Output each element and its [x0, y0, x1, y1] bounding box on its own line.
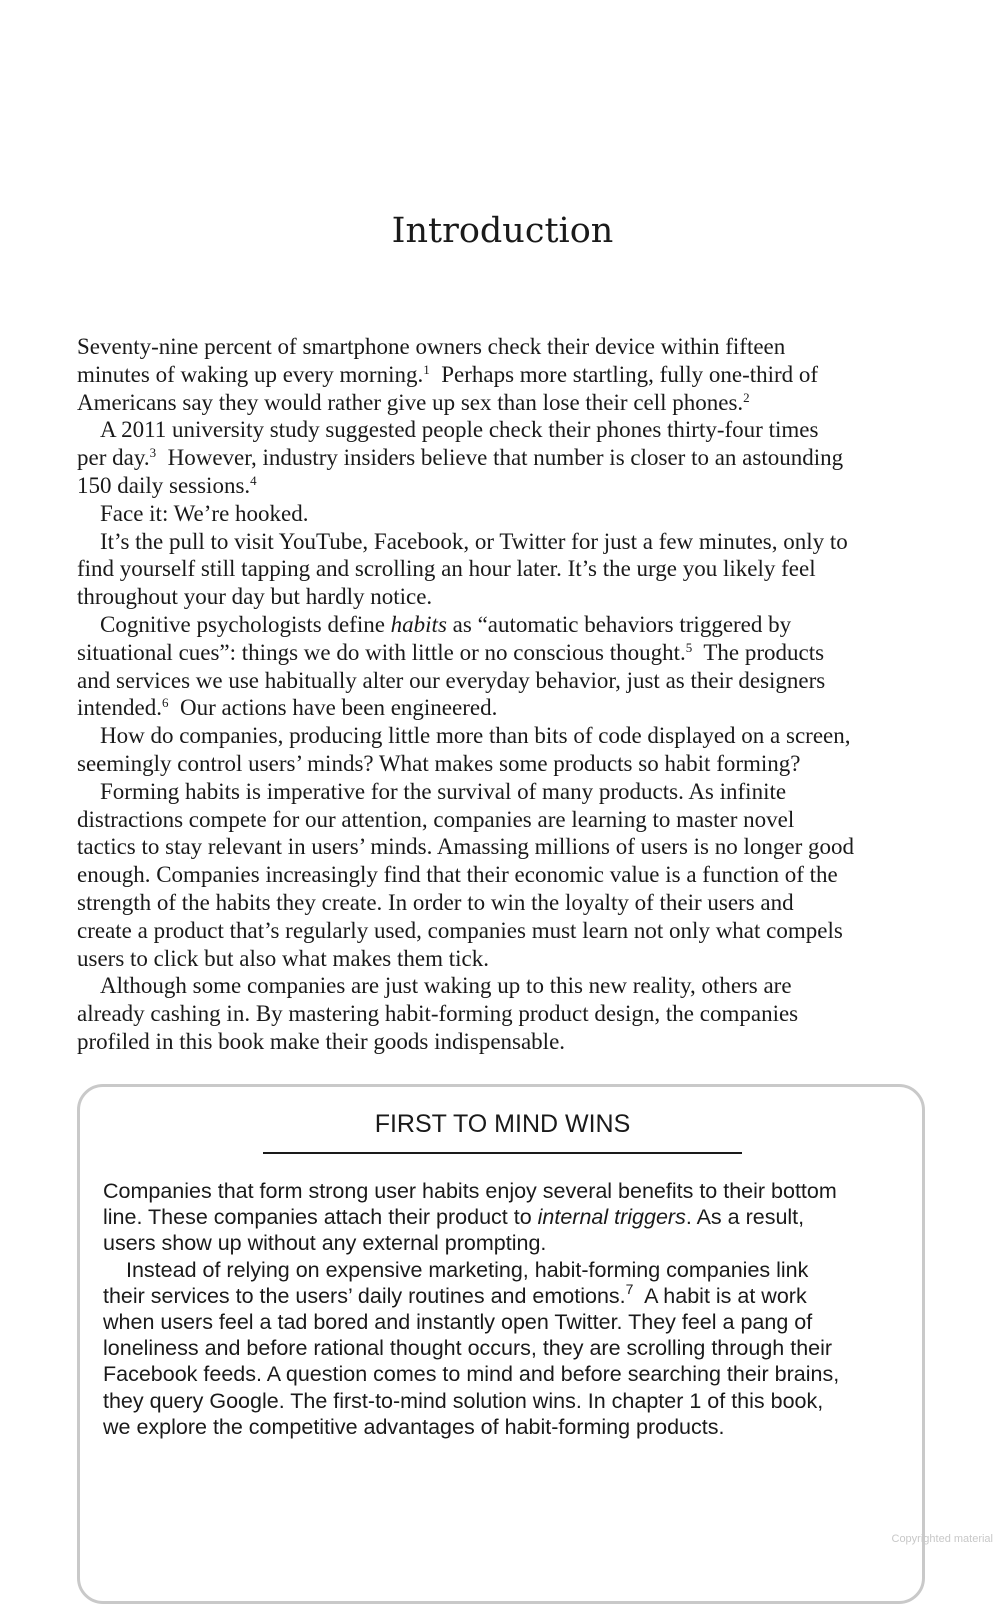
text-line: [77, 833, 927, 861]
text-line: [77, 1028, 927, 1056]
text-run: find yourself still tapping and scrolling an hour later. It’s the urge you likely feel: [77, 556, 816, 582]
text-line: [103, 1335, 913, 1361]
text-run: How do companies, producing little more than bits of code displayed on a screen,: [100, 723, 851, 749]
text-run: users show up without any external prompting.: [103, 1231, 547, 1256]
text-line: [103, 1309, 913, 1335]
text-run: situational cues”: things we do with little or no conscious thought.: [77, 639, 686, 665]
text-run: line. These companies attach their product to: [103, 1205, 538, 1230]
text-run: minutes of waking up every morning.: [77, 361, 424, 387]
text-run: Companies that form strong user habits enjoy several benefits to their bottom: [103, 1179, 837, 1203]
text-line: [77, 528, 927, 556]
footnote-ref: 2: [743, 389, 750, 405]
text-run: already cashing in. By mastering habit-forming product design, the companies: [77, 1001, 799, 1027]
text-line: [103, 1204, 913, 1230]
footnote-ref: 7: [625, 1280, 634, 1297]
text-line: [77, 416, 927, 444]
text-line: [77, 750, 927, 778]
text-line: [77, 945, 927, 973]
text-run: profiled in this book make their goods indispensable.: [77, 1028, 566, 1054]
text-run: Instead of relying on expensive marketing, habit-forming companies link: [126, 1257, 809, 1282]
text-run: distractions compete for our attention, companies are learning to master novel: [77, 806, 795, 832]
text-run: intended.: [77, 695, 162, 721]
text-line: [77, 361, 927, 389]
text-line: [77, 583, 927, 611]
text-line: [77, 667, 927, 695]
callout-divider: [263, 1152, 742, 1154]
text-line: [77, 333, 927, 361]
text-line: [103, 1414, 913, 1440]
text-run: Although some companies are just waking up to this new reality, others are: [100, 973, 792, 999]
text-line: [77, 917, 927, 945]
text-line: [103, 1230, 913, 1256]
footnote-ref: 6: [161, 695, 169, 711]
paragraph: [77, 528, 927, 611]
footnote-ref: 5: [685, 639, 693, 655]
paragraph: [77, 416, 927, 499]
text-run: Cognitive psychologists define: [100, 611, 391, 637]
text-run: strength of the habits they create. In order to win the loyalty of their users and: [77, 889, 794, 915]
footnote-ref: 3: [149, 445, 157, 461]
text-run: It’s the pull to visit YouTube, Facebook, or Twitter for just a few minutes, only to: [100, 528, 848, 554]
text-run: Seventy-nine percent of smartphone owners check their device within fifteen: [77, 334, 786, 359]
footnote-ref: 4: [250, 472, 257, 488]
text-run: their services to the users’ daily routines and emotions.: [103, 1283, 626, 1308]
text-line: [77, 806, 927, 834]
text-line: [77, 639, 927, 667]
text-run: loneliness and before rational thought occurs, they are scrolling through their: [103, 1336, 833, 1361]
text-line: [77, 694, 927, 722]
body-text: [77, 333, 927, 1056]
text-run: as “automatic behaviors triggered by: [446, 611, 792, 637]
text-run: . As a result,: [685, 1205, 805, 1230]
text-line: [77, 555, 927, 583]
callout-text: [103, 1178, 913, 1440]
paragraph: [77, 972, 927, 1055]
paragraph: [77, 500, 927, 528]
text-run: Perhaps more startling, fully one-third of: [429, 361, 819, 387]
text-run: users to click but also what makes them tick.: [77, 945, 489, 971]
text-run: The products: [692, 639, 825, 665]
text-run: Facebook feeds. A question comes to mind and before searching their brains,: [103, 1362, 840, 1387]
text-line: [77, 444, 927, 472]
text-run: Face it: We’re hooked.: [100, 500, 309, 526]
text-line: [77, 500, 927, 528]
text-line: [77, 472, 927, 500]
text-run: enough. Companies increasingly find that their economic value is a function of the: [77, 862, 838, 888]
paragraph: [77, 333, 927, 416]
text-run: per day.: [77, 445, 150, 471]
text-line: [103, 1361, 913, 1387]
text-line: [103, 1257, 913, 1283]
text-run: seemingly control users’ minds? What makes some products so habit forming?: [77, 750, 801, 776]
text-line: [77, 972, 927, 1000]
text-line: [77, 722, 927, 750]
text-run: tactics to stay relevant in users’ minds. Amassing millions of users is no longer good: [77, 834, 855, 860]
text-line: [77, 611, 927, 639]
paragraph: [77, 722, 927, 778]
text-line: [103, 1178, 913, 1204]
text-run: Forming habits is imperative for the survival of many products. As infinite: [100, 778, 787, 804]
text-line: [77, 389, 927, 417]
text-line: [77, 1000, 927, 1028]
text-line: [103, 1388, 913, 1414]
text-run: they query Google. The first-to-mind solution wins. In chapter 1 of this book,: [103, 1388, 824, 1413]
paragraph: [77, 611, 927, 722]
text-run: A 2011 university study suggested people check their phones thirty-four times: [100, 417, 819, 443]
text-run: we explore the competitive advantages of habit-forming products.: [103, 1414, 725, 1439]
text-line: [77, 861, 927, 889]
callout-title: FIRST TO MIND WINS: [374, 1110, 631, 1138]
text-line: [77, 889, 927, 917]
paragraph: [103, 1178, 913, 1257]
emphasis-text: internal triggers: [537, 1205, 686, 1230]
text-run: Americans say they would rather give up sex than lose their cell phones.: [77, 389, 744, 415]
text-run: create a product that’s regularly used, companies must learn not only what compels: [77, 917, 843, 943]
paragraph: [77, 778, 927, 973]
emphasis-text: habits: [390, 611, 447, 637]
paragraph: [103, 1257, 913, 1440]
text-line: [77, 778, 927, 806]
text-run: and services we use habitually alter our everyday behavior, just as their designers: [77, 667, 826, 693]
text-line: [103, 1280, 913, 1309]
watermark: Copyrighted material: [891, 1533, 993, 1545]
text-run: 150 daily sessions.: [77, 472, 251, 498]
footnote-ref: 1: [423, 361, 430, 377]
text-run: throughout your day but hardly notice.: [77, 584, 433, 610]
page-title: Introduction: [391, 211, 614, 251]
text-run: Our actions have been engineered.: [168, 695, 498, 721]
text-run: However, industry insiders believe that number is closer to an astounding: [156, 445, 844, 471]
text-run: when users feel a tad bored and instantly open Twitter. They feel a pang of: [103, 1310, 813, 1335]
text-run: A habit is at work: [633, 1283, 807, 1308]
